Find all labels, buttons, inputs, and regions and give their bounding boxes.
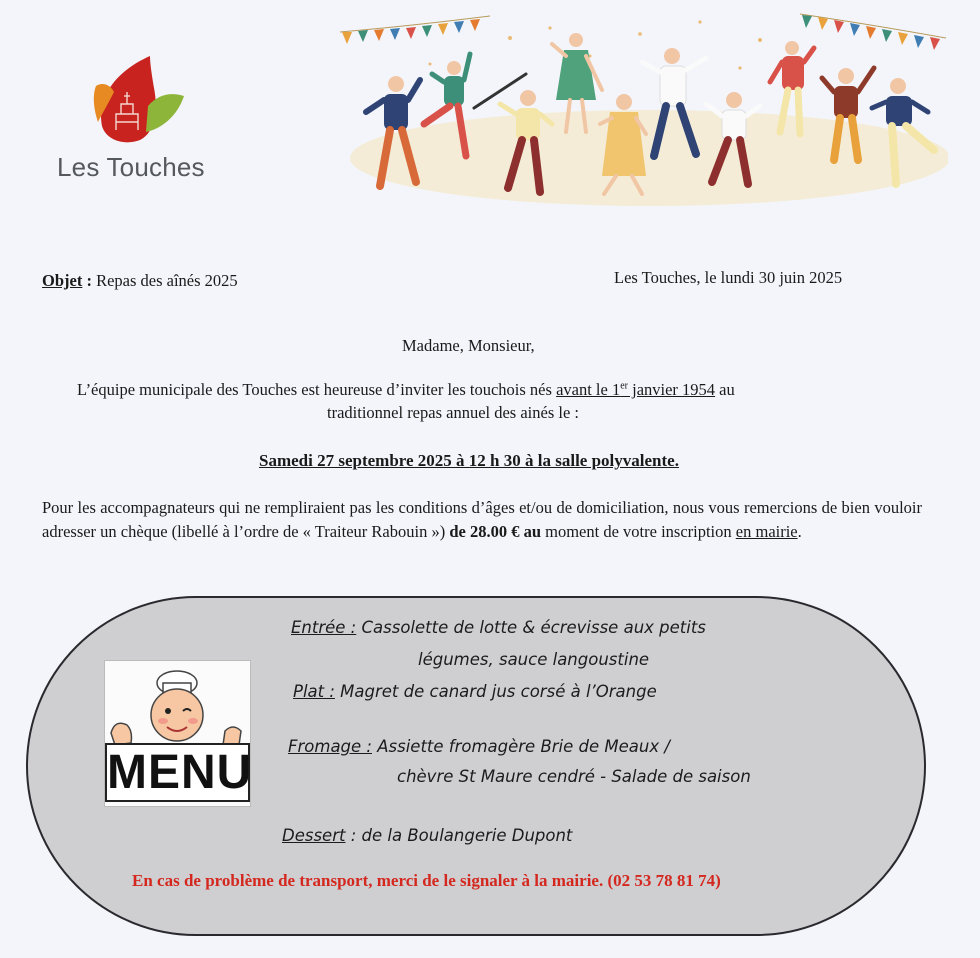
intro-superscript: er	[620, 380, 628, 392]
les-touches-logo	[88, 52, 188, 148]
subject-separator: :	[82, 271, 97, 290]
transport-note: En cas de problème de transport, merci de le signaler à la mairie. (02 53 78 81 74)	[132, 871, 721, 890]
intro-text-1: L’équipe municipale des Touches est heureuse d’inviter les touchois nés	[77, 380, 557, 399]
plat-value: Magret de canard jus corsé à l’Orange	[334, 682, 657, 701]
subject-line	[42, 271, 238, 291]
date-line: Les Touches, le lundi 30 juin 2025	[614, 268, 843, 287]
menu-word: MENU	[105, 743, 250, 802]
para-end: .	[797, 521, 802, 541]
event-date-line: Samedi 27 septembre 2025 à 12 h 30 à la salle polyvalente.	[259, 451, 679, 470]
para-price: de 28.00 € au	[449, 521, 542, 541]
menu-fromage-continued: chèvre St Maure cendré - Salade de saison	[397, 767, 751, 786]
menu-dessert	[282, 826, 572, 845]
dancing-seniors-illustration	[340, 8, 948, 206]
salutation: Madame, Monsieur,	[402, 336, 535, 355]
fromage-label: Fromage :	[288, 737, 372, 756]
intro-text-2: au	[715, 380, 735, 399]
intro-underlined	[556, 380, 715, 399]
menu-entree-continued: légumes, sauce langoustine	[418, 650, 650, 669]
menu-badge	[104, 660, 251, 807]
para-mairie: en mairie	[735, 521, 798, 541]
plat-label: Plat :	[293, 682, 335, 701]
entree-label: Entrée :	[291, 618, 357, 637]
intro-underlined-b: janvier 1954	[627, 380, 716, 399]
entree-value: Cassolette de lotte & écrevisse aux petits	[356, 618, 706, 637]
companions-paragraph	[42, 496, 922, 543]
menu-entree	[291, 618, 706, 637]
chef-icon	[105, 661, 250, 749]
dessert-value: : de la Boulangerie Dupont	[345, 826, 573, 845]
intro-underlined-a: avant le 1	[556, 380, 621, 399]
menu-plat	[293, 682, 657, 701]
intro-line-2: traditionnel repas annuel des ainés le :	[327, 403, 579, 422]
dessert-label: Dessert	[282, 826, 346, 845]
para-text-2: moment de votre inscription	[541, 521, 736, 541]
subject-label: Objet	[42, 271, 83, 290]
subject-value: Repas des aînés 2025	[96, 271, 238, 290]
para-text-1: Pour les accompagnateurs qui ne rempliraient pas les conditions d’âges et/ou de domiciliation, nous vous remercions de bien vouloir adresser un chèque (libellé à l’ordre de « Traiteur Rabouin »)	[42, 498, 922, 541]
logo-text: Les Touches	[57, 152, 205, 182]
intro-line-1	[77, 380, 735, 400]
fromage-value: Assiette fromagère Brie de Meaux /	[371, 737, 670, 756]
menu-fromage	[288, 737, 670, 756]
